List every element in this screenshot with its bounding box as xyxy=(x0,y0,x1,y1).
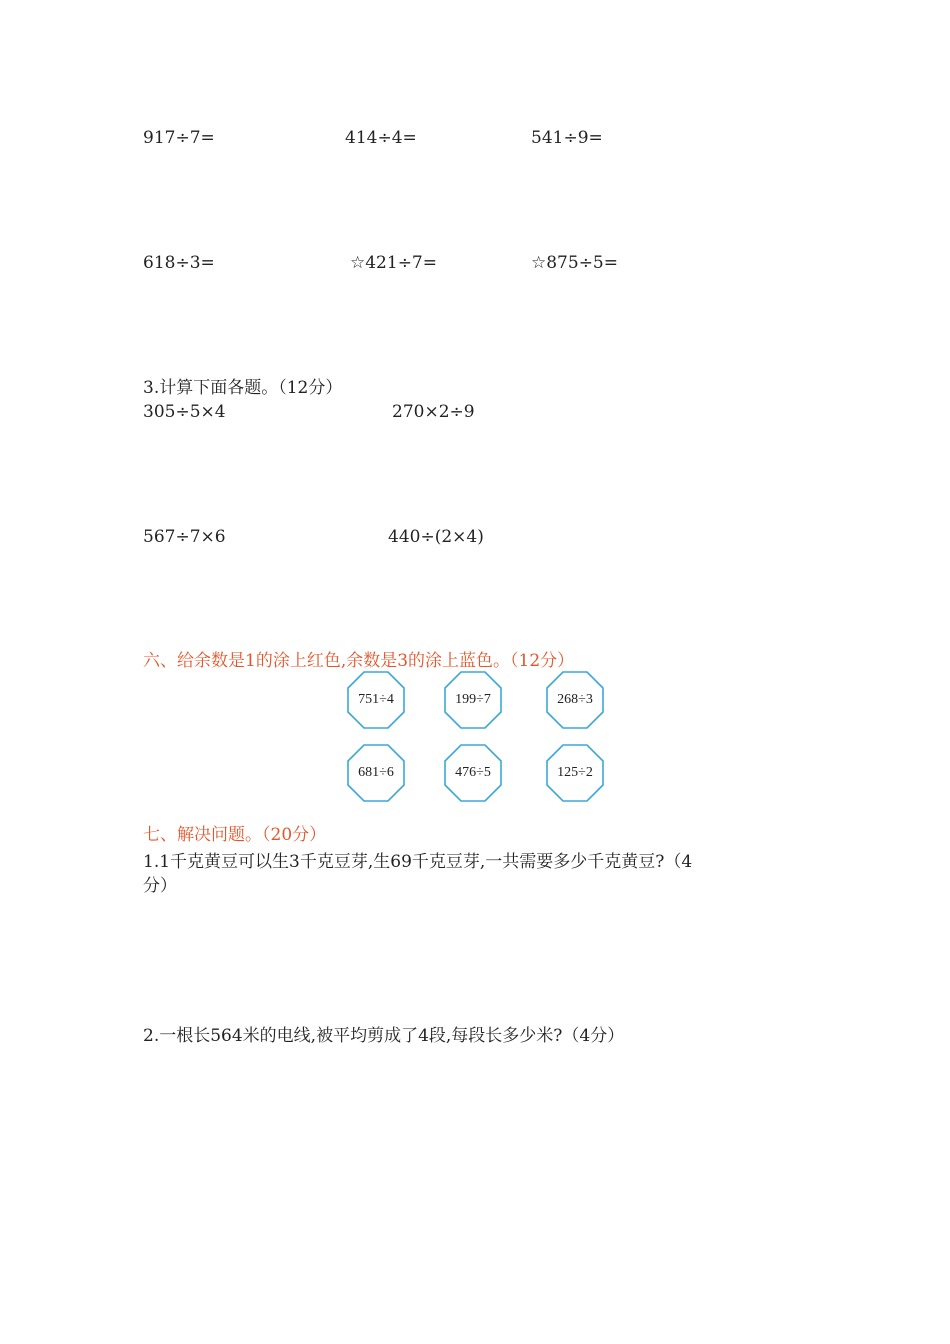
section7-heading: 七、解决问题。（20分） xyxy=(143,825,327,845)
expr-305-5-4: 305÷5×4 xyxy=(143,402,226,422)
expr-270-2-9: 270×2÷9 xyxy=(392,402,475,422)
section6-heading: 六、给余数是1的涂上红色,余数是3的涂上蓝色。（12分） xyxy=(143,651,575,671)
question1-line2: 分） xyxy=(143,876,177,896)
question2: 2.一根长564米的电线,被平均剪成了4段,每段长多少米?（4分） xyxy=(143,1026,625,1046)
problem-414-div-4: 414÷4= xyxy=(345,128,417,148)
problem-421-div-7: ☆421÷7= xyxy=(350,253,437,273)
octagon-751-div-4[interactable] xyxy=(347,671,405,729)
octagon-label: 681÷6 xyxy=(358,765,394,780)
problem-541-div-9: 541÷9= xyxy=(531,128,603,148)
octagon-199-div-7[interactable] xyxy=(444,671,502,729)
octagon-125-div-2[interactable] xyxy=(546,744,604,802)
problem-875-div-5: ☆875÷5= xyxy=(531,253,618,273)
expr-567-7-6: 567÷7×6 xyxy=(143,527,226,547)
octagon-label: 476÷5 xyxy=(455,765,491,780)
problem-618-div-3: 618÷3= xyxy=(143,253,215,273)
octagon-label: 199÷7 xyxy=(455,692,491,707)
octagon-681-div-6[interactable] xyxy=(347,744,405,802)
octagon-label: 268÷3 xyxy=(557,692,593,707)
expr-440-2-4: 440÷(2×4) xyxy=(388,527,484,547)
octagon-268-div-3[interactable] xyxy=(546,671,604,729)
octagon-476-div-5[interactable] xyxy=(444,744,502,802)
section3-heading: 3.计算下面各题。（12分） xyxy=(143,378,343,398)
octagon-label: 751÷4 xyxy=(358,692,394,707)
question1-line1: 1.1千克黄豆可以生3千克豆芽,生69千克豆芽,一共需要多少千克黄豆?（4 xyxy=(143,852,693,872)
problem-917-div-7: 917÷7= xyxy=(143,128,215,148)
octagon-label: 125÷2 xyxy=(557,765,593,780)
